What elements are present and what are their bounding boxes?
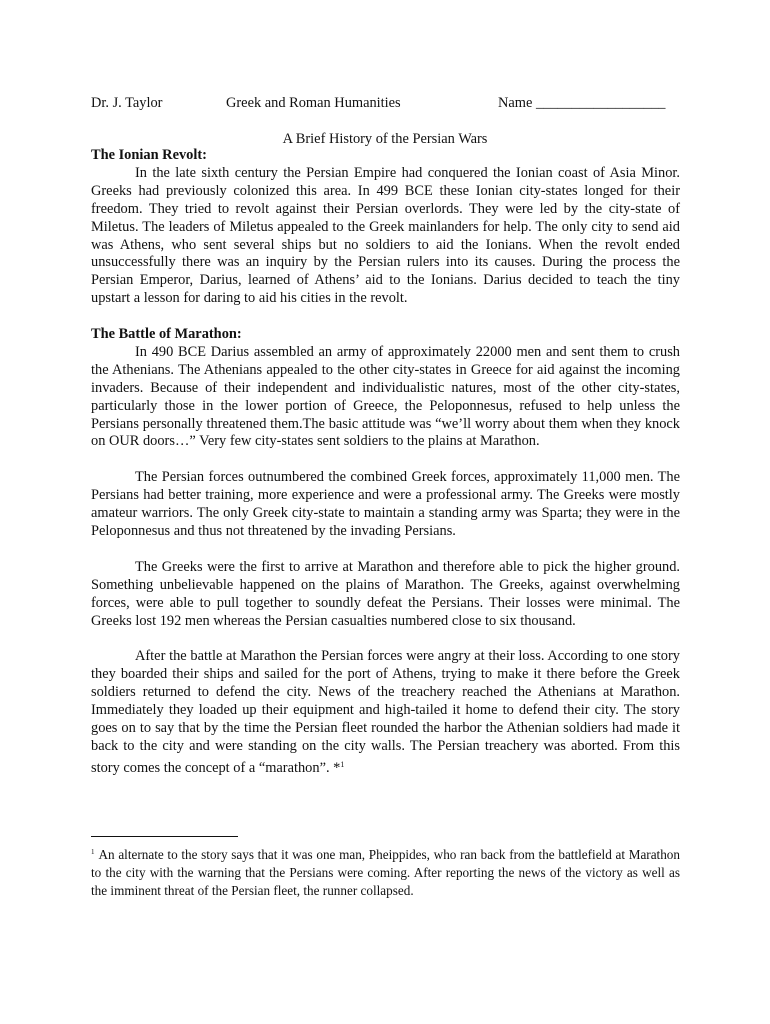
footnote	[91, 843, 680, 900]
course-name: Greek and Roman Humanities	[226, 95, 401, 111]
section-heading-battle-of-marathon: The Battle of Marathon:	[91, 326, 242, 343]
document-title: A Brief History of the Persian Wars	[282, 131, 488, 147]
author-name: Dr. J. Taylor	[91, 95, 163, 111]
footnote-divider	[91, 836, 238, 837]
paragraph-spacer	[91, 630, 680, 648]
paragraph-spacer	[91, 541, 680, 559]
student-name-field: Name __________________	[498, 95, 666, 111]
paragraph-ionian-revolt: In the late sixth century the Persian Empire had conquered the Ionian coast of Asia Minor. Greeks had previously colonized this area. In 499 BCE these Ionian city-states longed for their freedom. They tried to revolt against their Persian overlords. They were led by the city-state of Miletus. The leaders of Miletus appealed to the Greek mainlanders for help. The only city to send aid was Athens, who sent several ships but no soldiers to aid the Ionians. When the revolt ended unsuccessfully there was an inquiry by the Persian rulers into its causes. During the process the Persian Emperor, Darius, learned of Athens’ aid to the Ionians. Darius decided to teach the tiny upstart a lesson for daring to aid his cities in the revolt.	[91, 164, 680, 307]
footnote-text: An alternate to the story says that it was one man, Pheippides, who ran back from the battlefield at Marathon to the city with the warning that the Persians were coming. After reporting the news of the victory as well as the imminent threat of the Persian fleet, the runner collapsed.	[91, 847, 680, 898]
footnote-reference[interactable]: 1	[340, 759, 345, 769]
paragraph-marathon-4-text: After the battle at Marathon the Persian forces were angry at their loss. According to one story they boarded their ships and sailed for the port of Athens, trying to make it there before the Greek soldiers returned to defend the city. News of the treachery reached the Athenians at Marathon. Immediately they loaded up their equipment and high-tailed it home to defend their city. The story goes on to say that by the time the Persian fleet rounded the harbor the Athenian soldiers had made it back to the city and were standing on the city walls. The Persian treachery was aborted. From this story comes the concept of a “marathon”. *	[91, 648, 680, 776]
footnote-marker: 1	[91, 848, 95, 856]
paragraph-spacer	[91, 308, 680, 326]
paragraph-marathon-3: The Greeks were the first to arrive at Marathon and therefore able to pick the higher ground. Something unbelievable happened on the plains of Marathon. The Greeks, against overwhelming forces, were able to pull together to soundly defeat the Persians. Their losses were minimal. The Greeks lost 192 men whereas the Persian casualties numbered close to six thousand.	[91, 558, 680, 629]
paragraph-marathon-2: The Persian forces outnumbered the combined Greek forces, approximately 11,000 men. The Persians had better training, more experience and were a professional army. The Greeks were mostly amateur warriors. The only Greek city-state to maintain a standing army was Sparta; they were in the Peloponnesus and thus not threatened by the invading Persians.	[91, 469, 680, 539]
document-header	[91, 93, 691, 113]
paragraph-spacer	[91, 451, 680, 469]
document-body	[91, 147, 680, 778]
paragraph-marathon-1: In 490 BCE Darius assembled an army of approximately 22000 men and sent them to crush the Athenians. The Athenians appealed to the other city-states in Greece for aid against the incoming invaders. Because of their independent and individualistic natures, most of the other city-states, particularly those in the lower portion of Greece, the Peloponnesus, refused to help unless the Persians personally threatened them.The basic attitude was “we’ll worry about them when they knock on OUR doors…” Very few city-states sent soldiers to the plains at Marathon.	[91, 343, 680, 450]
section-heading-ionian-revolt: The Ionian Revolt:	[91, 147, 207, 163]
paragraph-marathon-4	[91, 648, 680, 777]
